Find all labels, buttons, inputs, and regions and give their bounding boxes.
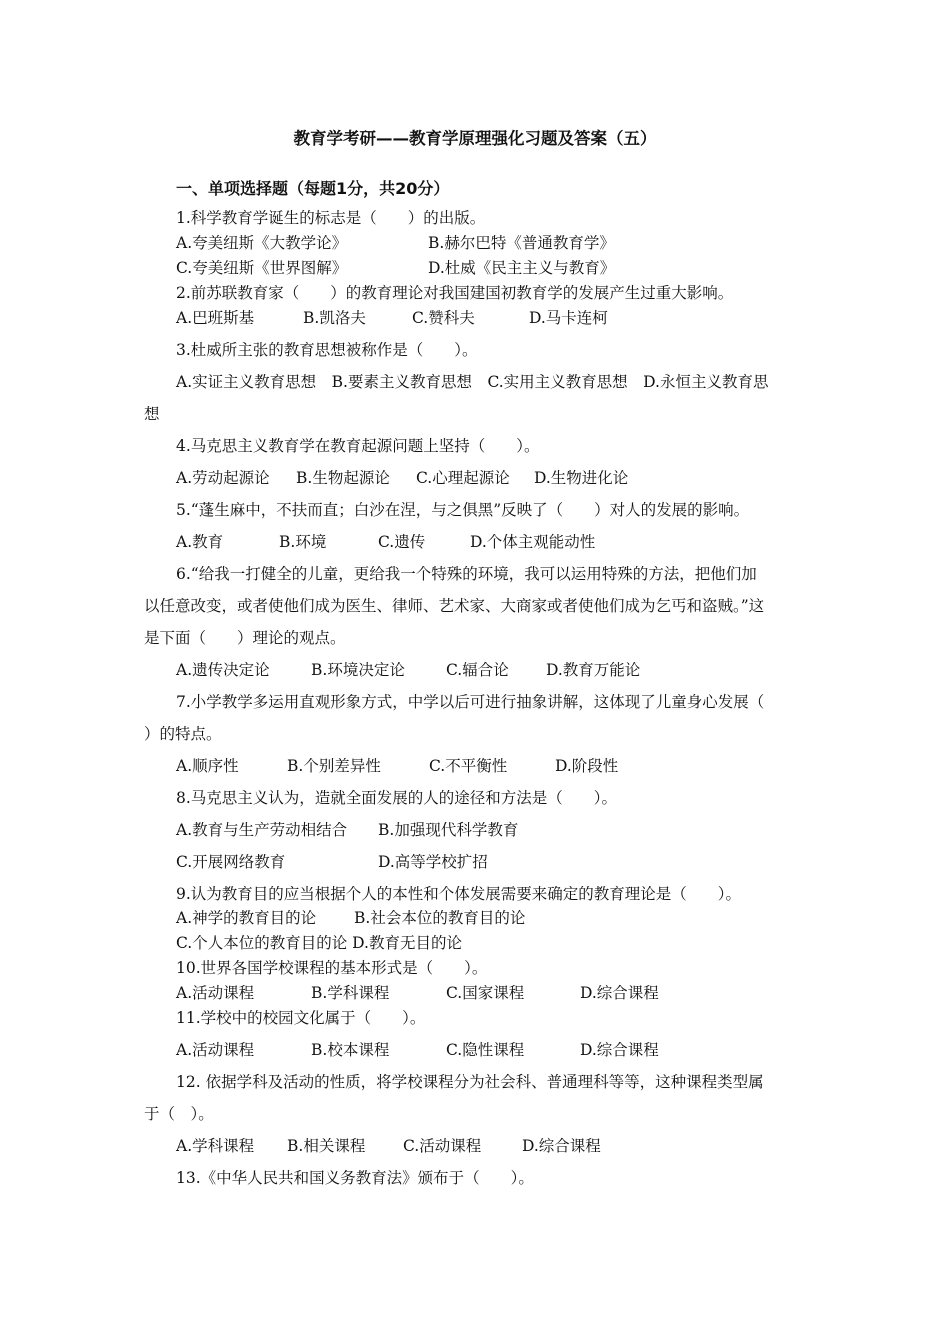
question-1-option-d: D.杜威《民主主义与教育》 [428,259,616,277]
question-10-option-d: D.综合课程 [580,984,659,1002]
question-1-option-c: C.夸美纽斯《世界图解》 [176,259,348,277]
question-11-option-c: C.隐性课程 [446,1041,525,1059]
question-6-option-a: A.遗传决定论 [176,661,270,679]
question-12-option-b: B.相关课程 [287,1137,366,1155]
question-5-stem: 5.“蓬生麻中，不扶而直；白沙在涅，与之俱黑”反映了（ ）对人的发展的影响。 [176,501,750,519]
question-12-stem-line-2: 于（ ）。 [144,1105,214,1123]
question-10-option-b: B.学科课程 [311,984,390,1002]
question-10-stem: 10.世界各国学校课程的基本形式是（ ）。 [176,959,488,977]
question-3-options-wrap: 想 [144,405,160,423]
question-9-stem: 9.认为教育目的应当根据个人的本性和个体发展需要来确定的教育理论是（ ）。 [176,885,742,903]
question-11-option-d: D.综合课程 [580,1041,659,1059]
question-7-stem-line-2: ）的特点。 [144,725,222,743]
question-7-option-a: A.顺序性 [176,757,239,775]
question-12-option-c: C.活动课程 [403,1137,482,1155]
question-11-stem: 11.学校中的校园文化属于（ ）。 [176,1009,426,1027]
question-7-option-d: D.阶段性 [555,757,619,775]
question-8-stem: 8.马克思主义认为，造就全面发展的人的途径和方法是（ ）。 [176,789,618,807]
question-8-option-c: C.开展网络教育 [176,853,286,871]
question-11-option-a: A.活动课程 [176,1041,255,1059]
question-10-option-a: A.活动课程 [176,984,255,1002]
question-8-option-d: D.高等学校扩招 [378,853,488,871]
question-2-option-c: C.赞科夫 [412,309,475,327]
question-6-option-c: C.辐合论 [446,661,509,679]
question-4-option-c: C.心理起源论 [416,469,510,487]
question-5-option-a: A.教育 [176,533,224,551]
question-2-option-a: A.巴班斯基 [176,309,255,327]
question-7-option-b: B.个别差异性 [287,757,381,775]
question-12-option-d: D.综合课程 [522,1137,601,1155]
question-6-option-b: B.环境决定论 [311,661,405,679]
question-11-option-b: B.校本课程 [311,1041,390,1059]
question-9-options-cd: C.个人本位的教育目的论 D.教育无目的论 [176,934,462,952]
question-5-option-b: B.环境 [279,533,327,551]
question-4-option-a: A.劳动起源论 [176,469,270,487]
question-6-stem-line-2: 以任意改变，或者使他们成为医生、律师、艺术家、大商家或者使他们成为乞丐和盗贼。”这 [144,597,765,615]
question-4-option-b: B.生物起源论 [296,469,390,487]
question-6-stem-line-3: 是下面（ ）理论的观点。 [144,629,346,647]
question-6-stem-line-1: 6.“给我一打健全的儿童，更给我一个特殊的环境，我可以运用特殊的方法，把他们加 [176,565,757,583]
question-9-option-b: B.社会本位的教育目的论 [354,909,526,927]
question-10-option-c: C.国家课程 [446,984,525,1002]
question-5-option-d: D.个体主观能动性 [470,533,596,551]
question-3-stem: 3.杜威所主张的教育思想被称作是（ ）。 [176,341,478,359]
question-3-options: A.实证主义教育思想 B.要素主义教育思想 C.实用主义教育思想 D.永恒主义教育思 [176,373,769,391]
question-12-stem-line-1: 12. 依据学科及活动的性质，将学校课程分为社会科、普通理科等等，这种课程类型属 [176,1073,764,1091]
question-1-option-b: B.赫尔巴特《普通教育学》 [428,234,615,252]
question-5-option-c: C.遗传 [378,533,426,551]
question-2-stem: 2.前苏联教育家（ ）的教育理论对我国建国初教育学的发展产生过重大影响。 [176,284,734,302]
question-13-stem: 13.《中华人民共和国义务教育法》颁布于（ ）。 [176,1169,534,1187]
page-title: 教育学考研——教育学原理强化习题及答案（五） [293,129,657,148]
question-1-stem: 1.科学教育学诞生的标志是（ ）的出版。 [176,209,486,227]
question-2-option-d: D.马卡连柯 [529,309,608,327]
question-9-option-a: A.神学的教育目的论 [176,909,317,927]
question-2-option-b: B.凯洛夫 [303,309,366,327]
question-7-stem-line-1: 7.小学教学多运用直观形象方式，中学以后可进行抽象讲解，这体现了儿童身心发展（ [176,693,765,711]
section-heading: 一、单项选择题（每题1分，共20分） [176,179,450,198]
question-8-option-a: A.教育与生产劳动相结合 [176,821,348,839]
question-12-option-a: A.学科课程 [176,1137,255,1155]
question-6-option-d: D.教育万能论 [546,661,641,679]
question-8-option-b: B.加强现代科学教育 [378,821,519,839]
question-7-option-c: C.不平衡性 [429,757,508,775]
question-4-stem: 4.马克思主义教育学在教育起源问题上坚持（ ）。 [176,437,540,455]
question-4-option-d: D.生物进化论 [534,469,629,487]
question-1-option-a: A.夸美纽斯《大教学论》 [176,234,348,252]
